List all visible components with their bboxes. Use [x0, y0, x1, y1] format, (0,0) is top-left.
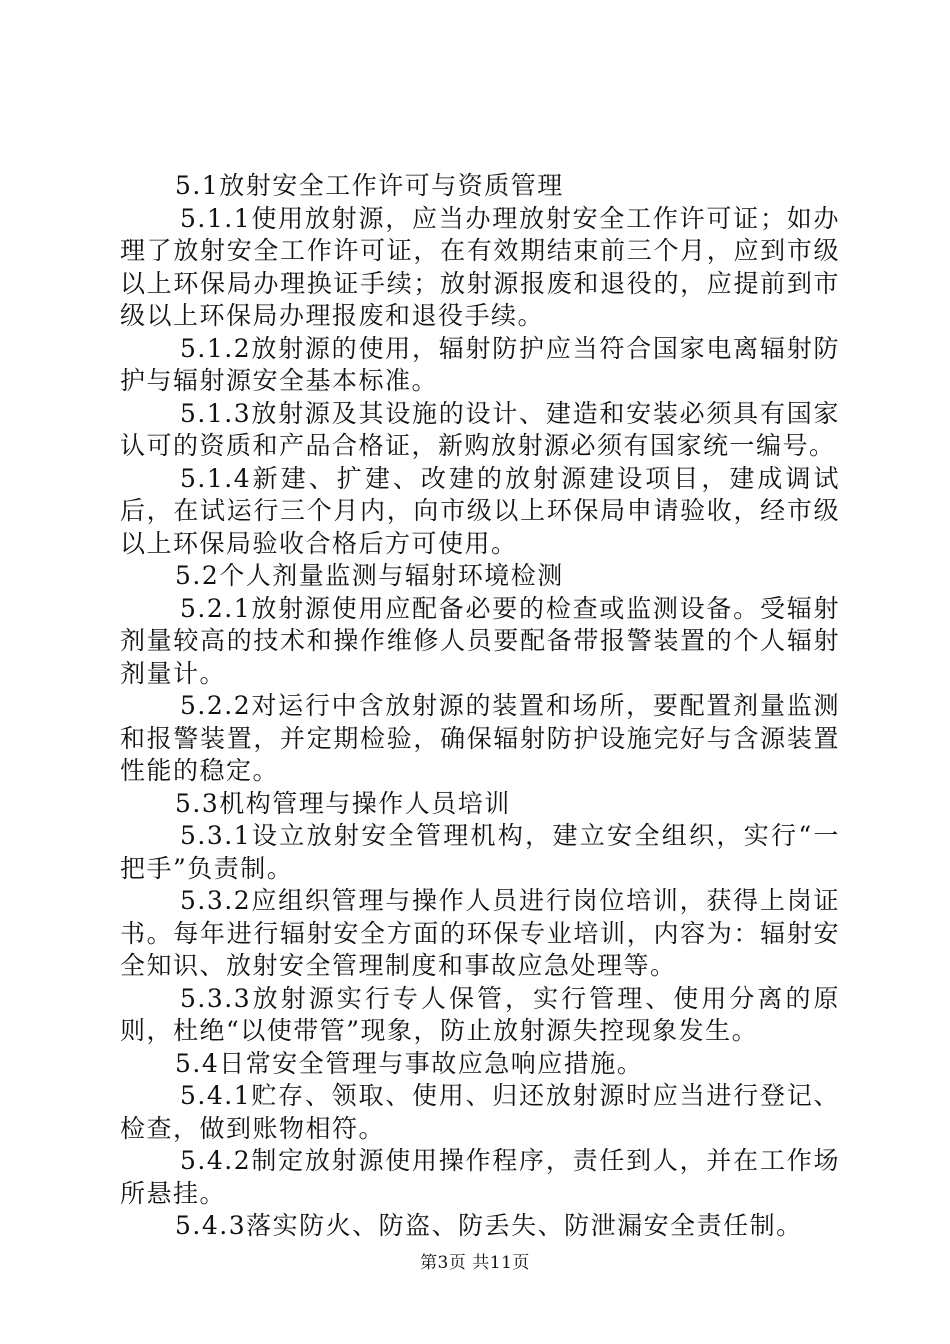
- paragraph-5-3-1: 5.3.1设立放射安全管理机构，建立安全组织，实行“一把手”负责制。: [120, 821, 840, 883]
- paragraph-5-4-1: 5.4.1贮存、领取、使用、归还放射源时应当进行登记、检查，做到账物相符。: [120, 1081, 840, 1143]
- paragraph-5-4-3: 5.4.3落实防火、防盗、防丢失、防泄漏安全责任制。: [175, 1211, 803, 1240]
- section-heading-5-3: 5.3机构管理与操作人员培训: [175, 788, 511, 818]
- paragraph-5-1-2: 5.1.2放射源的使用，辐射防护应当符合国家电离辐射防护与辐射源安全基本标准。: [120, 333, 840, 395]
- paragraph-5-1-1: 5.1.1使用放射源，应当办理放射安全工作许可证；如办理了放射安全工作许可证，在有效期结束前三个月，应到市级以上环保局办理换证手续；放射源报废和退役的，应提前到市级以上环保局办理报废和退役手续。: [120, 203, 840, 330]
- paragraph-5-1-4: 5.1.4新建、扩建、改建的放射源建设项目，建成调试后，在试运行三个月内，向市级以上环保局申请验收，经市级以上环保局验收合格后方可使用。: [120, 463, 840, 558]
- paragraph-5-2-2: 5.2.2对运行中含放射源的装置和场所，要配置剂量监测和报警装置，并定期检验，确保辐射防护设施完好与含源装置性能的稳定。: [120, 691, 840, 785]
- document-body: [120, 170, 840, 1243]
- paragraph-5-3-3: 5.3.3放射源实行专人保管，实行管理、使用分离的原则，杜绝“以使带管”现象，防止放射源失控现象发生。: [120, 983, 840, 1045]
- section-heading-5-1: 5.1放射安全工作许可与资质管理: [175, 171, 564, 200]
- section-heading-5-4: 5.4日常安全管理与事故应急响应措施。: [175, 1048, 644, 1078]
- page-number-footer: 第3页 共11页: [420, 1253, 530, 1273]
- paragraph-5-4-2: 5.4.2制定放射源使用操作程序，责任到人，并在工作场所悬挂。: [120, 1146, 840, 1208]
- paragraph-5-1-3: 5.1.3放射源及其设施的设计、建造和安装必须具有国家认可的资质和产品合格证，新购放射源必须有国家统一编号。: [120, 398, 840, 460]
- paragraph-5-2-1: 5.2.1放射源使用应配备必要的检查或监测设备。受辐射剂量较高的技术和操作维修人员要配备带报警装置的个人辐射剂量计。: [120, 593, 840, 688]
- section-heading-5-2: 5.2个人剂量监测与辐射环境检测: [175, 561, 564, 590]
- paragraph-5-3-2: 5.3.2应组织管理与操作人员进行岗位培训，获得上岗证书。每年进行辐射安全方面的环保专业培训，内容为：辐射安全知识、放射安全管理制度和事故应急处理等。: [120, 886, 840, 980]
